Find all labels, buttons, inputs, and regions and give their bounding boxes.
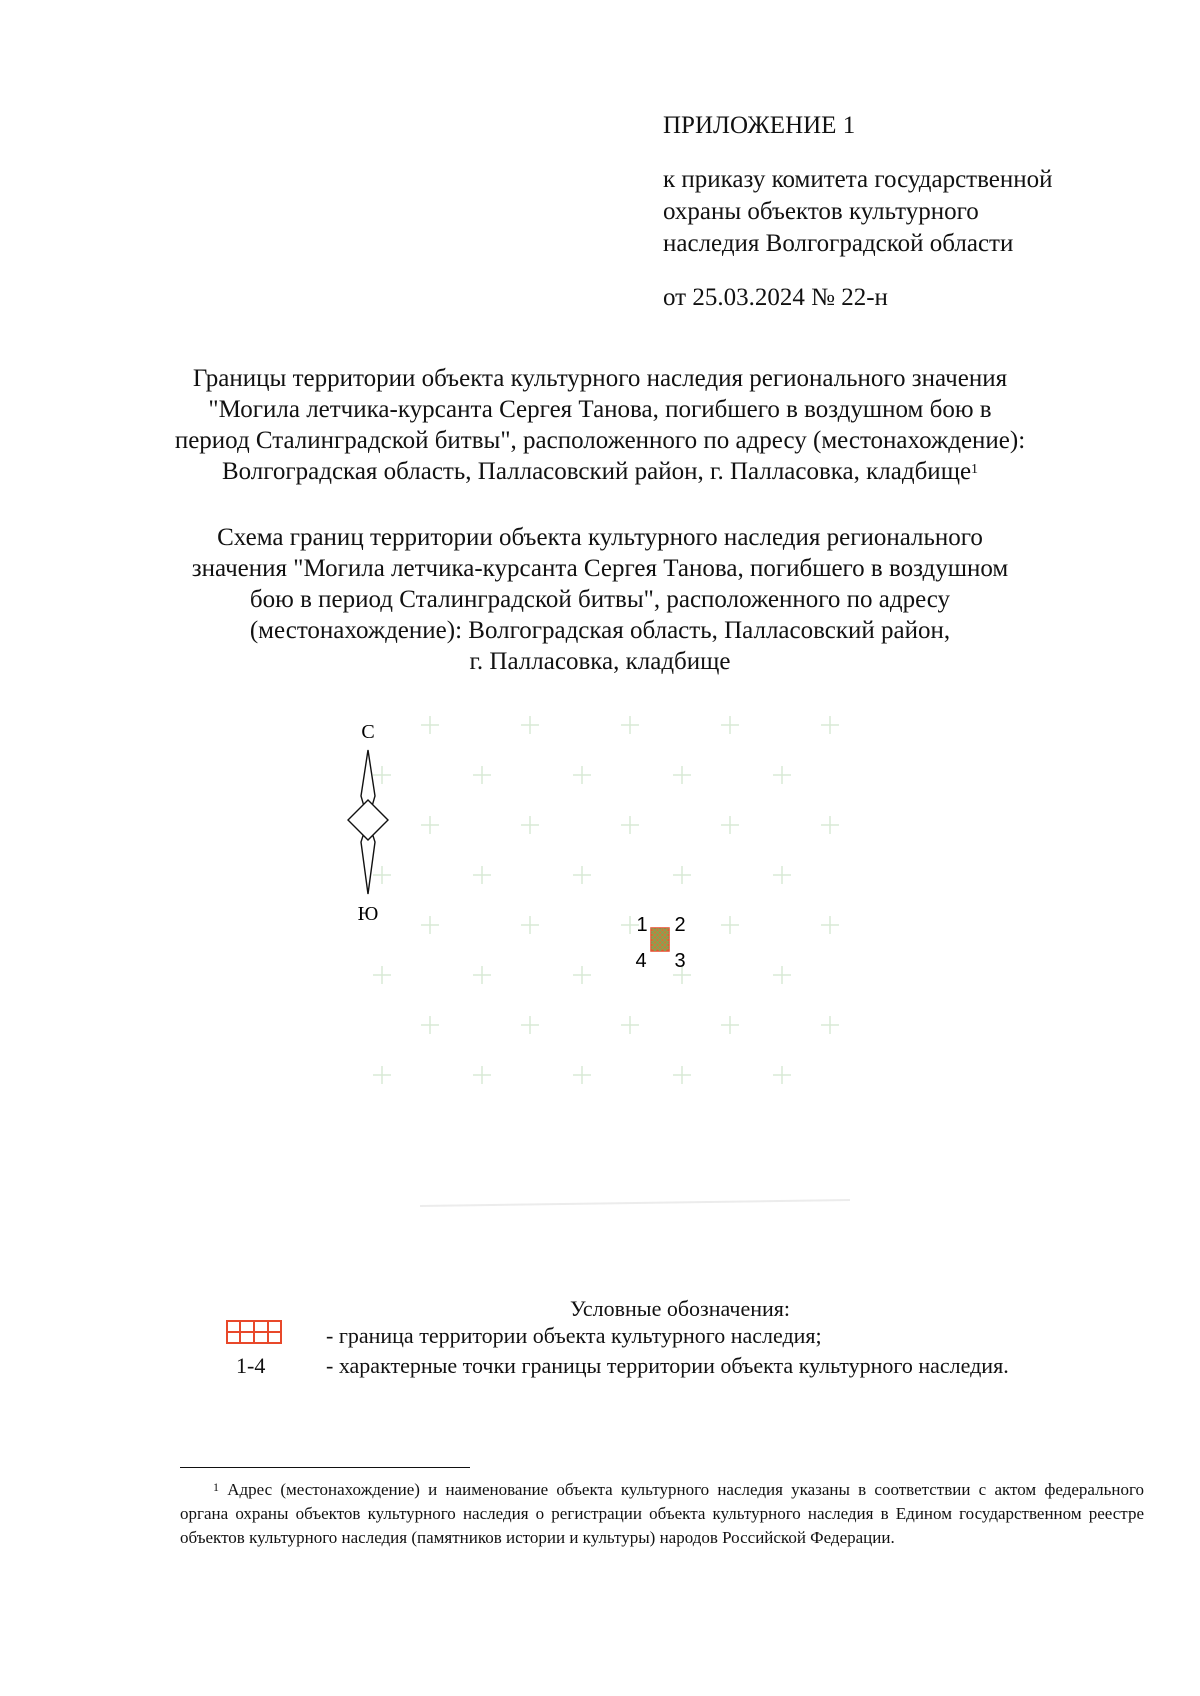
appendix-block (663, 110, 1143, 314)
heritage-site-boundary (635, 914, 685, 972)
grid-cross (473, 966, 491, 984)
grid-cross (373, 1066, 391, 1084)
grid-cross (773, 866, 791, 884)
grid-cross (673, 866, 691, 884)
grid-cross (621, 816, 639, 834)
boundary-scheme-map (330, 700, 930, 1220)
heading-line-4-wrap (150, 456, 1050, 487)
grid-cross (521, 716, 539, 734)
legend-title: Условные обозначения: (569, 1296, 791, 1321)
legend-points-text: - характерные точки границы территории объекта культурного наследия. (326, 1353, 1009, 1378)
grid-cross (621, 1016, 639, 1034)
grid-cross (573, 1066, 591, 1084)
grid-cross (473, 1066, 491, 1084)
appendix-date: от 25.03.2024 № 22-н (663, 284, 888, 311)
grid-cross (573, 866, 591, 884)
point-label-3: 3 (674, 950, 686, 972)
heading-line-1: Границы территории объекта культурного наследия регионального значения (192, 365, 1008, 392)
grid-cross (721, 716, 739, 734)
grid-cross (421, 1016, 439, 1034)
legend-boundary-text: - граница территории объекта культурного наследия; (326, 1323, 822, 1348)
footnote-separator (180, 1467, 470, 1468)
document-heading (150, 363, 1050, 487)
grid-cross (721, 1016, 739, 1034)
point-label-4: 4 (635, 950, 647, 972)
compass-rose (348, 721, 388, 925)
grid-cross (373, 766, 391, 784)
heading-footnote-ref: 1 (971, 462, 979, 477)
site-hatch-fill (651, 928, 669, 951)
grid-cross (373, 866, 391, 884)
scheme-heading-line-3: бою в период Сталинградской битвы", расположенного по адресу (249, 586, 951, 613)
grid-cross (573, 966, 591, 984)
grid-cross (621, 716, 639, 734)
appendix-order-line-3: наследия Волгоградской области (663, 230, 1014, 257)
grid-cross (721, 916, 739, 934)
compass-north-label: С (361, 721, 375, 743)
map-grid (373, 716, 839, 1084)
grid-cross (673, 1066, 691, 1084)
scheme-heading-line-2: значения "Могила летчика-курсанта Сергея Танова, погибшего в воздушном (191, 555, 1009, 582)
heading-line-2: "Могила летчика-курсанта Сергея Танова, погибшего в воздушном бою в (208, 396, 992, 423)
legend-boundary-symbol (226, 1320, 282, 1344)
compass-center-icon (348, 800, 388, 840)
grid-cross (473, 766, 491, 784)
compass-south-label: Ю (357, 903, 379, 925)
grid-cross (421, 916, 439, 934)
grid-cross (721, 816, 739, 834)
grid-cross (821, 1016, 839, 1034)
grid-cross (821, 816, 839, 834)
footnote-text: Адрес (местонахождение) и наименование объекта культурного наследия указаны в соответствии с актом федерального органа охраны объектов культурного наследия о регистрации объекта культурного наследия в Едином государственном реестре объектов культурного наследия (памятников истории и культуры) народов Российской Федерации. (180, 1480, 1144, 1547)
scheme-heading-line-5: г. Палласовка, кладбище (469, 648, 731, 675)
grid-cross (421, 716, 439, 734)
appendix-title: ПРИЛОЖЕНИЕ 1 (663, 112, 856, 139)
grid-cross (473, 866, 491, 884)
legend-points-symbol: 1-4 (236, 1353, 266, 1378)
grid-cross (521, 1016, 539, 1034)
heading-line-3: период Сталинградской битвы", расположенного по адресу (местонахождение): (174, 427, 1026, 454)
scheme-heading-line-1: Схема границ территории объекта культурного наследия регионального (217, 524, 983, 551)
point-label-1: 1 (636, 914, 648, 936)
appendix-order-line-1: к приказу комитета государственной (663, 166, 1053, 193)
grid-cross (521, 816, 539, 834)
appendix-order-line-2: охраны объектов культурного (663, 198, 979, 225)
grid-cross (673, 766, 691, 784)
grid-cross (821, 716, 839, 734)
grid-cross (573, 766, 591, 784)
grid-cross (773, 766, 791, 784)
footnote (180, 1478, 1144, 1550)
grid-cross (773, 966, 791, 984)
footnote-marker: 1 (213, 1480, 219, 1494)
grid-cross (773, 1066, 791, 1084)
heading-line-4: Волгоградская область, Палласовский район, г. Палласовка, кладбище (221, 458, 972, 485)
grid-cross (821, 916, 839, 934)
grid-cross (373, 966, 391, 984)
scheme-heading (170, 522, 1030, 677)
grid-cross (521, 916, 539, 934)
grid-cross (421, 816, 439, 834)
scheme-heading-line-4: (местонахождение): Волгоградская область, Палласовский район, (249, 617, 951, 644)
map-faint-road (420, 1200, 850, 1206)
point-label-2: 2 (674, 914, 686, 936)
